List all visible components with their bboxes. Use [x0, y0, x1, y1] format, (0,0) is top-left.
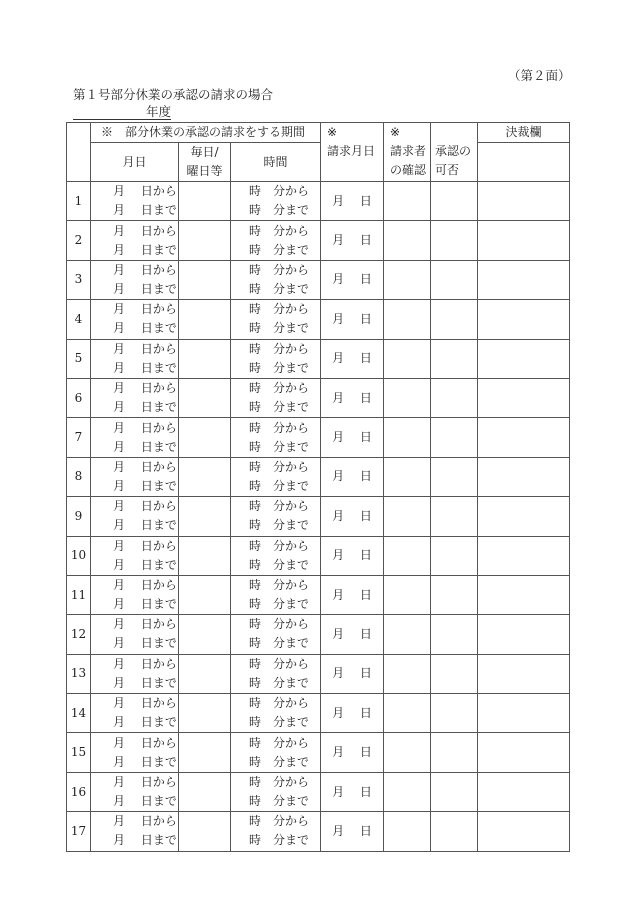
- date-from: 月 日から: [113, 223, 177, 238]
- confirm-cell[interactable]: [384, 694, 431, 733]
- daily-cell[interactable]: [179, 733, 231, 772]
- decision-cell[interactable]: [478, 733, 570, 772]
- date-range-cell[interactable]: [91, 536, 179, 575]
- row-number: 16: [67, 772, 91, 811]
- time-from: 時 分から: [249, 223, 310, 238]
- request-date-cell[interactable]: 月 日: [321, 497, 384, 536]
- table-row: [67, 615, 570, 654]
- confirm-cell[interactable]: [384, 221, 431, 260]
- date-to: 月 日まで: [113, 794, 177, 809]
- table-row: [67, 378, 570, 417]
- date-from: 月 日から: [113, 262, 177, 277]
- date-from: 月 日から: [113, 499, 177, 514]
- daily-cell[interactable]: [179, 418, 231, 457]
- date-range-cell[interactable]: [91, 575, 179, 614]
- table-row: [67, 339, 570, 378]
- confirm-label-1: 請求者: [390, 144, 427, 158]
- confirm-label-2: の確認: [390, 163, 427, 177]
- confirm-cell[interactable]: [384, 497, 431, 536]
- time-range-cell[interactable]: [231, 457, 321, 496]
- time-to: 時 分まで: [249, 242, 310, 257]
- date-to: 月 日まで: [113, 715, 177, 730]
- request-date-mark: ※: [327, 125, 338, 139]
- time-range-cell[interactable]: [231, 812, 321, 851]
- time-range-cell[interactable]: [231, 733, 321, 772]
- confirm-cell[interactable]: [384, 575, 431, 614]
- time-to: 時 分まで: [249, 754, 310, 769]
- date-from: 月 日から: [113, 184, 177, 199]
- request-date-cell[interactable]: 月 日: [321, 300, 384, 339]
- decision-cell[interactable]: [478, 497, 570, 536]
- time-to: 時 分まで: [249, 478, 310, 493]
- form-title: 第１号部分休業の承認の請求の場合: [73, 87, 274, 102]
- time-from: 時 分から: [249, 735, 310, 750]
- table-row: [67, 221, 570, 260]
- table-row: [67, 654, 570, 693]
- time-from: 時 分から: [249, 420, 310, 435]
- approval-cell[interactable]: [431, 654, 478, 693]
- time-to: 時 分まで: [249, 400, 310, 415]
- confirm-cell[interactable]: [384, 654, 431, 693]
- header-time: 時間: [231, 143, 321, 182]
- date-from: 月 日から: [113, 656, 177, 671]
- request-date-cell[interactable]: 月 日: [321, 457, 384, 496]
- decision-cell[interactable]: [478, 812, 570, 851]
- date-range-cell[interactable]: [91, 772, 179, 811]
- date-from: 月 日から: [113, 420, 177, 435]
- approval-cell[interactable]: [431, 694, 478, 733]
- date-to: 月 日まで: [113, 400, 177, 415]
- time-range-cell[interactable]: [231, 182, 321, 221]
- table-row: [67, 182, 570, 221]
- time-from: 時 分から: [249, 538, 310, 553]
- decision-cell[interactable]: [478, 182, 570, 221]
- time-range-cell[interactable]: [231, 575, 321, 614]
- time-from: 時 分から: [249, 814, 310, 829]
- date-from: 月 日から: [113, 775, 177, 790]
- page-number: （第２面）: [508, 68, 571, 83]
- decision-cell[interactable]: [478, 575, 570, 614]
- confirm-cell[interactable]: [384, 339, 431, 378]
- table-row: [67, 772, 570, 811]
- date-to: 月 日まで: [113, 478, 177, 493]
- daily-cell[interactable]: [179, 221, 231, 260]
- time-from: 時 分から: [249, 262, 310, 277]
- date-from: 月 日から: [113, 538, 177, 553]
- date-to: 月 日まで: [113, 360, 177, 375]
- confirm-cell[interactable]: [384, 418, 431, 457]
- request-date-cell[interactable]: 月 日: [321, 654, 384, 693]
- daily-cell[interactable]: [179, 536, 231, 575]
- decision-cell[interactable]: [478, 418, 570, 457]
- row-number: 10: [67, 536, 91, 575]
- row-number: 3: [67, 260, 91, 299]
- daily-cell[interactable]: [179, 812, 231, 851]
- row-number: 14: [67, 694, 91, 733]
- approval-cell[interactable]: [431, 260, 478, 299]
- request-date-cell[interactable]: 月 日: [321, 733, 384, 772]
- header-decision: 決裁欄: [478, 123, 570, 143]
- decision-cell[interactable]: [478, 615, 570, 654]
- decision-cell[interactable]: [478, 654, 570, 693]
- time-from: 時 分から: [249, 459, 310, 474]
- daily-cell[interactable]: [179, 772, 231, 811]
- request-date-label: 請求月日: [327, 144, 376, 158]
- confirm-cell[interactable]: [384, 378, 431, 417]
- approval-label-1: 承認の: [435, 144, 472, 158]
- request-date-cell[interactable]: 月 日: [321, 418, 384, 457]
- header-confirm: [384, 123, 431, 182]
- confirm-cell[interactable]: [384, 300, 431, 339]
- date-from: 月 日から: [113, 814, 177, 829]
- date-range-cell[interactable]: [91, 497, 179, 536]
- time-from: 時 分から: [249, 381, 310, 396]
- confirm-cell[interactable]: [384, 182, 431, 221]
- approval-cell[interactable]: [431, 182, 478, 221]
- date-to: 月 日まで: [113, 597, 177, 612]
- time-to: 時 分まで: [249, 360, 310, 375]
- time-range-cell[interactable]: [231, 536, 321, 575]
- row-number: 5: [67, 339, 91, 378]
- time-to: 時 分まで: [249, 675, 310, 690]
- date-from: 月 日から: [113, 696, 177, 711]
- date-range-cell[interactable]: [91, 418, 179, 457]
- time-from: 時 分から: [249, 578, 310, 593]
- confirm-cell[interactable]: [384, 772, 431, 811]
- row-number: 17: [67, 812, 91, 851]
- row-number: 4: [67, 300, 91, 339]
- time-range-cell[interactable]: [231, 339, 321, 378]
- row-number: 6: [67, 378, 91, 417]
- time-to: 時 分まで: [249, 833, 310, 848]
- header-number-cell: [67, 123, 91, 182]
- table-row: [67, 497, 570, 536]
- date-to: 月 日まで: [113, 281, 177, 296]
- date-to: 月 日まで: [113, 754, 177, 769]
- table-row: [67, 733, 570, 772]
- daily-cell[interactable]: [179, 260, 231, 299]
- time-from: 時 分から: [249, 184, 310, 199]
- date-to: 月 日まで: [113, 675, 177, 690]
- time-range-cell[interactable]: [231, 300, 321, 339]
- row-number: 1: [67, 182, 91, 221]
- time-range-cell[interactable]: [231, 221, 321, 260]
- time-to: 時 分まで: [249, 518, 310, 533]
- daily-cell[interactable]: [179, 497, 231, 536]
- approval-cell[interactable]: [431, 497, 478, 536]
- time-range-cell[interactable]: [231, 615, 321, 654]
- header-request-date: [321, 123, 384, 182]
- date-to: 月 日まで: [113, 321, 177, 336]
- date-from: 月 日から: [113, 735, 177, 750]
- time-to: 時 分まで: [249, 557, 310, 572]
- confirm-mark: ※: [390, 125, 401, 139]
- date-range-cell[interactable]: [91, 457, 179, 496]
- date-to: 月 日まで: [113, 439, 177, 454]
- decision-cell[interactable]: [478, 694, 570, 733]
- table-row: [67, 260, 570, 299]
- approval-cell[interactable]: [431, 772, 478, 811]
- daily-cell[interactable]: [179, 339, 231, 378]
- row-number: 2: [67, 221, 91, 260]
- daily-label-1: 毎日/: [190, 145, 219, 159]
- date-from: 月 日から: [113, 381, 177, 396]
- header-daily: [179, 143, 231, 182]
- time-to: 時 分まで: [249, 636, 310, 651]
- time-from: 時 分から: [249, 775, 310, 790]
- time-from: 時 分から: [249, 302, 310, 317]
- time-from: 時 分から: [249, 341, 310, 356]
- daily-cell[interactable]: [179, 654, 231, 693]
- time-to: 時 分まで: [249, 794, 310, 809]
- table-row: [67, 575, 570, 614]
- table-row: [67, 812, 570, 851]
- date-range-cell[interactable]: [91, 182, 179, 221]
- request-date-cell[interactable]: 月 日: [321, 182, 384, 221]
- approval-cell[interactable]: [431, 339, 478, 378]
- approval-cell[interactable]: [431, 221, 478, 260]
- decision-cell[interactable]: [478, 339, 570, 378]
- decision-cell[interactable]: [478, 378, 570, 417]
- request-date-cell[interactable]: 月 日: [321, 260, 384, 299]
- header-approval: [431, 123, 478, 182]
- date-range-cell[interactable]: [91, 733, 179, 772]
- daily-label-2: 曜日等: [186, 164, 223, 178]
- request-date-cell[interactable]: 月 日: [321, 378, 384, 417]
- approval-cell[interactable]: [431, 378, 478, 417]
- row-number: 11: [67, 575, 91, 614]
- decision-cell[interactable]: [478, 457, 570, 496]
- request-date-cell[interactable]: 月 日: [321, 339, 384, 378]
- confirm-cell[interactable]: [384, 457, 431, 496]
- date-range-cell[interactable]: [91, 339, 179, 378]
- time-from: 時 分から: [249, 617, 310, 632]
- approval-cell[interactable]: [431, 300, 478, 339]
- date-from: 月 日から: [113, 578, 177, 593]
- approval-cell[interactable]: [431, 418, 478, 457]
- request-date-cell[interactable]: 月 日: [321, 221, 384, 260]
- daily-cell[interactable]: [179, 694, 231, 733]
- date-to: 月 日まで: [113, 636, 177, 651]
- daily-cell[interactable]: [179, 378, 231, 417]
- date-to: 月 日まで: [113, 203, 177, 218]
- table-row: [67, 418, 570, 457]
- time-to: 時 分まで: [249, 203, 310, 218]
- header-month-day: 月日: [91, 143, 179, 182]
- request-date-cell[interactable]: 月 日: [321, 536, 384, 575]
- time-range-cell[interactable]: [231, 378, 321, 417]
- date-to: 月 日まで: [113, 518, 177, 533]
- date-range-cell[interactable]: [91, 694, 179, 733]
- confirm-cell[interactable]: [384, 812, 431, 851]
- date-from: 月 日から: [113, 459, 177, 474]
- approval-cell[interactable]: [431, 733, 478, 772]
- time-range-cell[interactable]: [231, 260, 321, 299]
- date-to: 月 日まで: [113, 833, 177, 848]
- request-date-cell[interactable]: 月 日: [321, 694, 384, 733]
- time-to: 時 分まで: [249, 597, 310, 612]
- daily-cell[interactable]: [179, 615, 231, 654]
- approval-cell[interactable]: [431, 812, 478, 851]
- table-row: [67, 300, 570, 339]
- request-date-cell[interactable]: 月 日: [321, 575, 384, 614]
- row-number: 13: [67, 654, 91, 693]
- table-row: [67, 694, 570, 733]
- time-to: 時 分まで: [249, 321, 310, 336]
- decision-cell[interactable]: [478, 221, 570, 260]
- decision-blank[interactable]: [478, 143, 570, 182]
- decision-cell[interactable]: [478, 260, 570, 299]
- date-range-cell[interactable]: [91, 300, 179, 339]
- decision-cell[interactable]: [478, 772, 570, 811]
- time-from: 時 分から: [249, 656, 310, 671]
- row-number: 8: [67, 457, 91, 496]
- request-date-cell[interactable]: 月 日: [321, 615, 384, 654]
- daily-cell[interactable]: [179, 457, 231, 496]
- row-number: 15: [67, 733, 91, 772]
- date-range-cell[interactable]: [91, 378, 179, 417]
- approval-cell[interactable]: [431, 615, 478, 654]
- row-number: 7: [67, 418, 91, 457]
- date-from: 月 日から: [113, 302, 177, 317]
- date-from: 月 日から: [113, 617, 177, 632]
- date-to: 月 日まで: [113, 242, 177, 257]
- row-number: 9: [67, 497, 91, 536]
- year-field[interactable]: 年度: [73, 104, 171, 120]
- date-to: 月 日まで: [113, 557, 177, 572]
- request-date-cell[interactable]: 月 日: [321, 812, 384, 851]
- time-to: 時 分まで: [249, 439, 310, 454]
- date-range-cell[interactable]: [91, 221, 179, 260]
- time-range-cell[interactable]: [231, 654, 321, 693]
- request-date-cell[interactable]: 月 日: [321, 772, 384, 811]
- time-range-cell[interactable]: [231, 418, 321, 457]
- time-range-cell[interactable]: [231, 497, 321, 536]
- header-period: ※ 部分休業の承認の請求をする期間: [91, 123, 321, 143]
- time-from: 時 分から: [249, 696, 310, 711]
- date-range-cell[interactable]: [91, 615, 179, 654]
- table-row: [67, 536, 570, 575]
- date-range-cell[interactable]: [91, 260, 179, 299]
- approval-cell[interactable]: [431, 457, 478, 496]
- time-from: 時 分から: [249, 499, 310, 514]
- confirm-cell[interactable]: [384, 536, 431, 575]
- date-range-cell[interactable]: [91, 654, 179, 693]
- time-to: 時 分まで: [249, 715, 310, 730]
- time-range-cell[interactable]: [231, 772, 321, 811]
- daily-cell[interactable]: [179, 182, 231, 221]
- table-row: [67, 457, 570, 496]
- approval-cell[interactable]: [431, 536, 478, 575]
- time-to: 時 分まで: [249, 281, 310, 296]
- daily-cell[interactable]: [179, 300, 231, 339]
- date-range-cell[interactable]: [91, 812, 179, 851]
- confirm-cell[interactable]: [384, 260, 431, 299]
- row-number: 12: [67, 615, 91, 654]
- request-table: [66, 122, 570, 852]
- approval-cell[interactable]: [431, 575, 478, 614]
- approval-label-2: 可否: [435, 163, 460, 177]
- decision-cell[interactable]: [478, 300, 570, 339]
- confirm-cell[interactable]: [384, 733, 431, 772]
- time-range-cell[interactable]: [231, 694, 321, 733]
- confirm-cell[interactable]: [384, 615, 431, 654]
- decision-cell[interactable]: [478, 536, 570, 575]
- daily-cell[interactable]: [179, 575, 231, 614]
- date-from: 月 日から: [113, 341, 177, 356]
